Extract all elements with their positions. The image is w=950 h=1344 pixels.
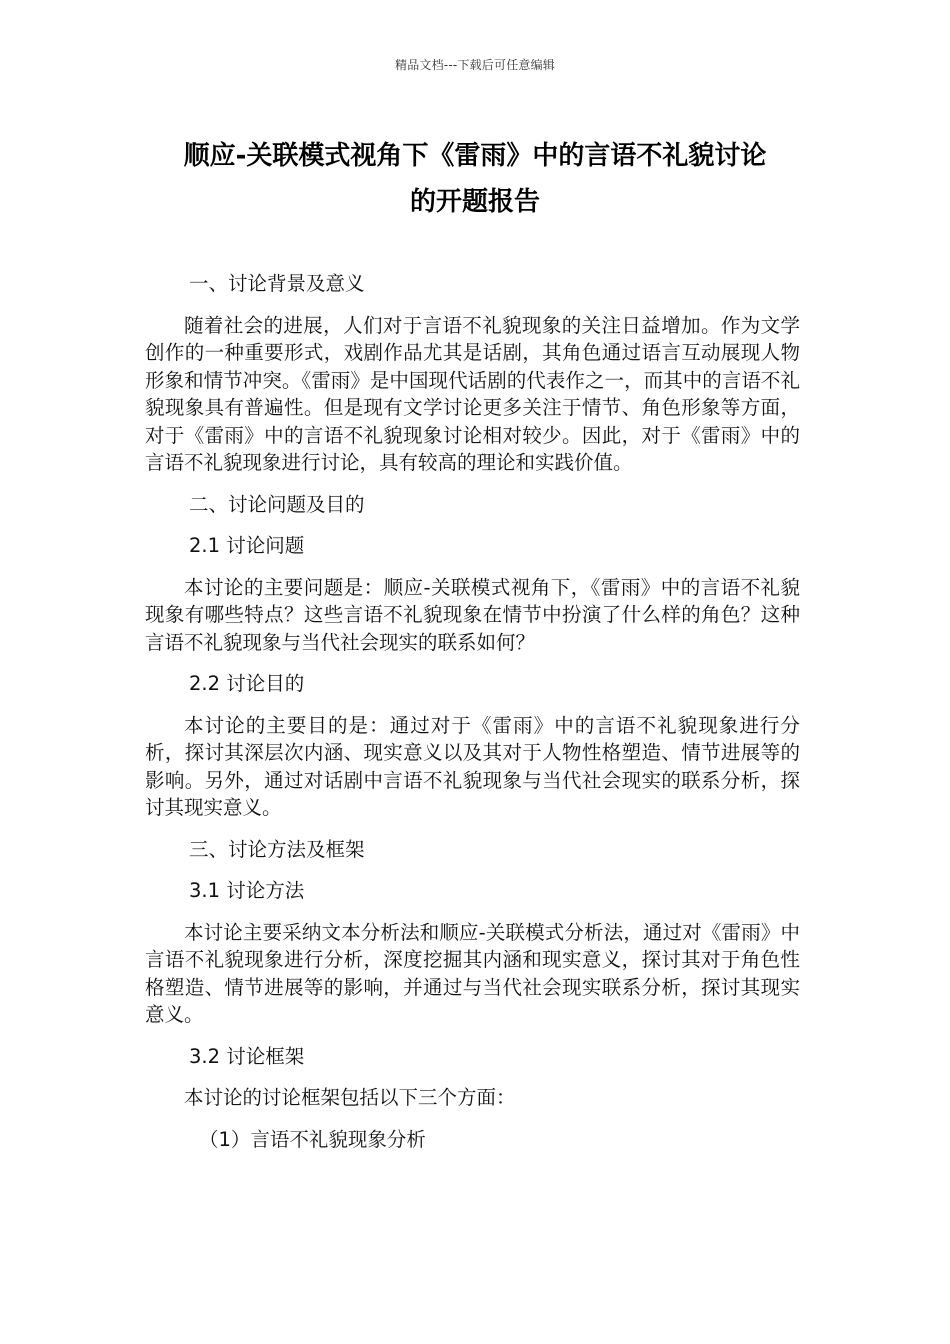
subsection-heading-2-2: 2.2 讨论目的 <box>189 672 305 695</box>
paragraph-research-purpose: 本讨论的主要目的是：通过对于《雷雨》中的言语不礼貌现象进行分析，探讨其深层次内涵、现实意义以及其对于人物性格塑造、情节进展等的影响。另外，通过对话剧中言语不礼貌现象与当代社会现实的联系分析，探讨其现实意义。 <box>145 713 800 819</box>
document-title <box>120 133 830 225</box>
section-heading-2: 二、讨论问题及目的 <box>189 492 365 516</box>
title-line-1: 顺应-关联模式视角下《雷雨》中的言语不礼貌讨论 <box>183 141 767 171</box>
paragraph-background: 随着社会的进展，人们对于言语不礼貌现象的关注日益增加。作为文学创作的一种重要形式，戏剧作品尤其是话剧，其角色通过语言互动展现人物形象和情节冲突。《雷雨》是中国现代话剧的代表作之一，而其中的言语不礼貌现象具有普遍性。但是现有文学讨论更多关注于情节、角色形象等方面，对于《雷雨》中的言语不礼貌现象讨论相对较少。因此，对于《雷雨》中的言语不礼貌现象进行讨论，具有较高的理论和实践价值。 <box>145 313 800 474</box>
subsection-heading-3-2: 3.2 讨论框架 <box>189 1044 305 1068</box>
list-item-framework-1: （1）言语不礼貌现象分析 <box>199 1127 426 1151</box>
section-heading-1: 一、讨论背景及意义 <box>189 272 365 295</box>
document-body <box>145 270 800 1167</box>
title-line-2: 的开题报告 <box>409 187 540 217</box>
subsection-heading-3-1: 3.1 讨论方法 <box>189 879 305 902</box>
paragraph-framework-intro: 本讨论的讨论框架包括以下三个方面： <box>184 1086 516 1109</box>
subsection-heading-2-1: 2.1 讨论问题 <box>189 534 305 557</box>
paragraph-research-method: 本讨论主要采纳文本分析法和顺应-关联模式分析法，通过对《雷雨》中言语不礼貌现象进行分析，深度挖掘其内涵和现实意义，探讨其对于角色性格塑造、情节进展等的影响，并通过与当代社会现实联系分析，探讨其现实意义。 <box>145 920 800 1026</box>
header-watermark: 精品文档---下载后可任意编辑 <box>395 58 555 72</box>
paragraph-research-questions: 本讨论的主要问题是：顺应-关联模式视角下，《雷雨》中的言语不礼貌现象有哪些特点？这些言语不礼貌现象在情节中扮演了什么样的角色？这种言语不礼貌现象与当代社会现实的联系如何？ <box>145 575 800 654</box>
section-heading-3: 三、讨论方法及框架 <box>189 837 365 861</box>
